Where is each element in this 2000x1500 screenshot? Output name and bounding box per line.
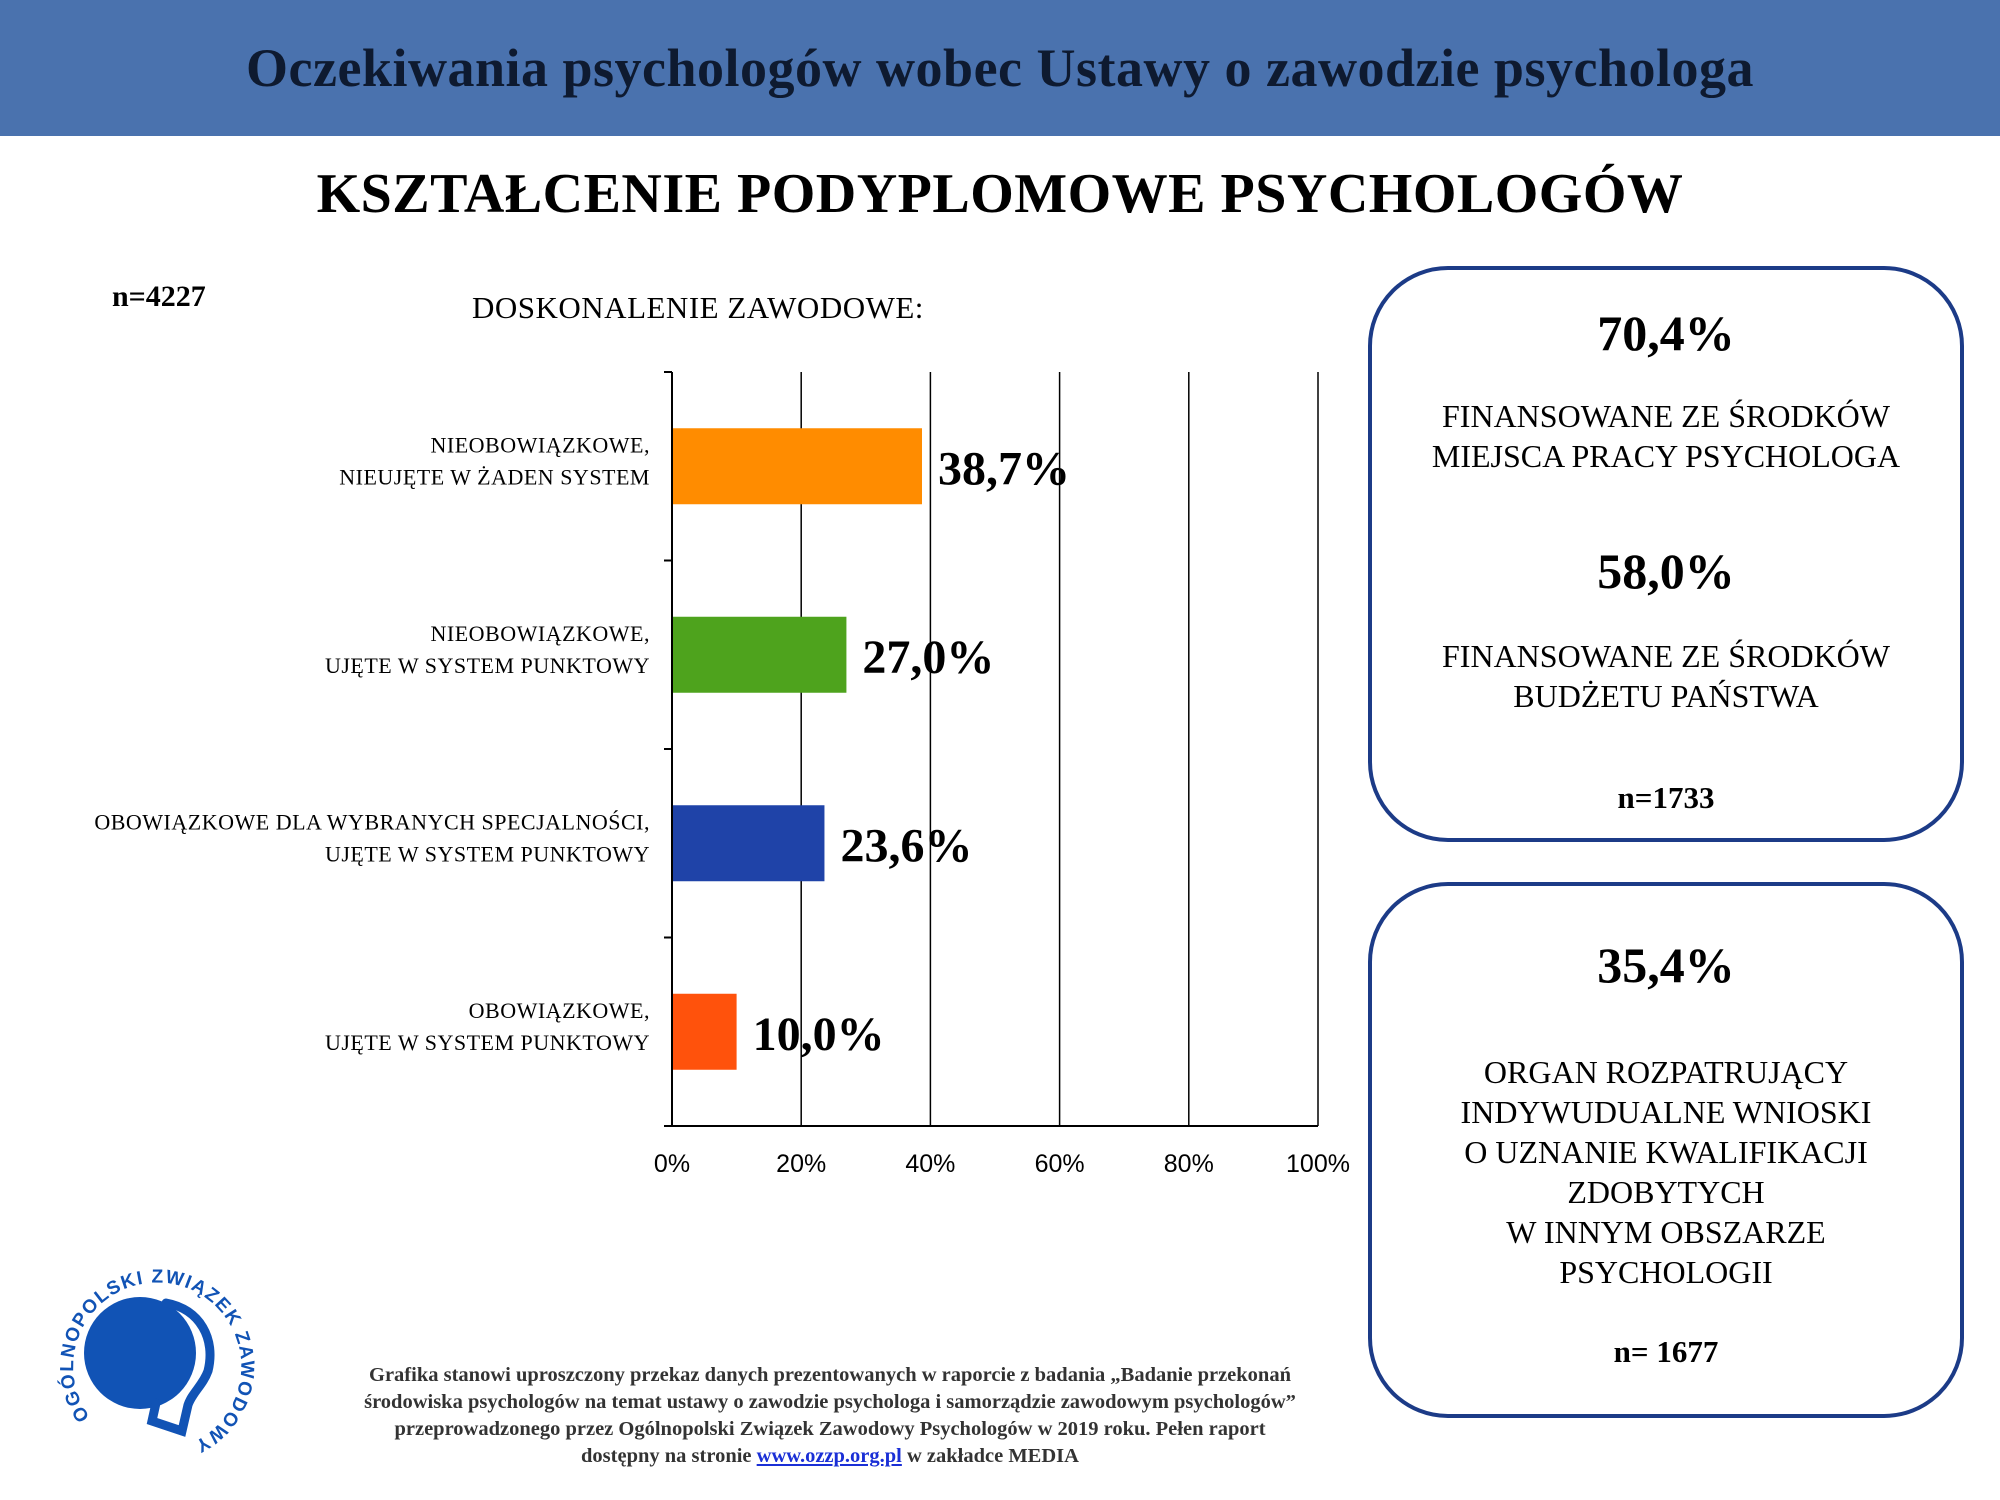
- stat-sample-size: n= 1677: [1613, 1334, 1719, 1369]
- category-label: UJĘTE W SYSTEM PUNKTOWY: [324, 1029, 650, 1055]
- footnote-line: Grafika stanowi uproszczony przekaz danych prezentowanych w raporcie z badania „Badanie przekonań: [369, 1364, 1291, 1386]
- bar: [673, 805, 824, 881]
- stat-description: [1372, 1052, 1960, 1292]
- category-label: UJĘTE W SYSTEM PUNKTOWY: [324, 652, 650, 678]
- stat-box-funding: [1368, 266, 1964, 842]
- logo-text: OGÓLNOPOLSKI ZWIĄZEK ZAWODOWY: [57, 1266, 258, 1457]
- footnote-text: dostępny na stronie: [581, 1445, 752, 1467]
- ozzp-logo: [40, 1243, 272, 1475]
- x-tick-label: 40%: [905, 1150, 956, 1178]
- footnote-line: [300, 1443, 1360, 1470]
- x-tick-label: 100%: [1286, 1150, 1350, 1178]
- stat-description-line: O UZNANIE KWALIFIKACJI: [1464, 1134, 1868, 1170]
- category-label: NIEOBOWIĄZKOWE,: [430, 620, 650, 646]
- bar-value-label: 23,6%: [840, 819, 973, 873]
- category-label: NIEUJĘTE W ŻADEN SYSTEM: [339, 464, 650, 490]
- bar-value-label: 27,0%: [862, 630, 995, 684]
- x-tick-label: 80%: [1163, 1150, 1214, 1178]
- category-label: OBOWIĄZKOWE,: [468, 997, 650, 1023]
- stat-description-line: PSYCHOLOGII: [1559, 1254, 1773, 1290]
- report-link[interactable]: www.ozzp.org.pl: [756, 1445, 902, 1467]
- bar: [673, 617, 846, 693]
- bar-value-label: 10,0%: [752, 1007, 885, 1061]
- stat-description-line: FINANSOWANE ZE ŚRODKÓW: [1442, 398, 1890, 434]
- stat-description-line: BUDŻETU PAŃSTWA: [1513, 678, 1819, 714]
- sample-size: n=4227: [112, 280, 206, 313]
- chart-title: DOSKONALENIE ZAWODOWE:: [472, 290, 924, 325]
- stat-value: 35,4%: [1597, 937, 1735, 993]
- footnote-line: środowiska psychologów na temat ustawy o zawodzie psychologa i samorządzie zawodowym psychologów”: [364, 1391, 1296, 1413]
- stat-description: [1372, 396, 1960, 476]
- stat-description: [1372, 636, 1960, 716]
- x-tick-label: 0%: [653, 1150, 691, 1178]
- footnote-line: przeprowadzonego przez Ogólnopolski Związek Zawodowy Psychologów w 2019 roku. Pełen raport: [394, 1418, 1266, 1440]
- stat-description-line: ZDOBYTYCH: [1567, 1174, 1765, 1210]
- category-label: OBOWIĄZKOWE DLA WYBRANYCH SPECJALNOŚCI,: [94, 809, 650, 835]
- bar: [673, 994, 737, 1070]
- category-label: UJĘTE W SYSTEM PUNKTOWY: [324, 841, 650, 867]
- section-title: KSZTAŁCENIE PODYPLOMOWE PSYCHOLOGÓW: [316, 163, 1684, 225]
- stat-sample-size: n=1733: [1617, 780, 1715, 815]
- footnote-text: w zakładce MEDIA: [906, 1445, 1079, 1467]
- footnote: [300, 1362, 1360, 1470]
- stat-description-line: MIEJSCA PRACY PSYCHOLOGA: [1431, 438, 1901, 474]
- category-label: NIEOBOWIĄZKOWE,: [430, 432, 650, 458]
- bar-value-label: 38,7%: [938, 442, 1071, 496]
- stat-description-line: FINANSOWANE ZE ŚRODKÓW: [1442, 638, 1890, 674]
- stat-value: 70,4%: [1597, 305, 1735, 361]
- page-title: Oczekiwania psychologów wobec Ustawy o zawodzie psychologa: [246, 38, 1754, 98]
- stat-description-line: ORGAN ROZPATRUJĄCY: [1483, 1054, 1849, 1090]
- stat-description-line: W INNYM OBSZARZE: [1506, 1214, 1826, 1250]
- stat-box-recognition: [1368, 882, 1964, 1418]
- x-tick-label: 60%: [1034, 1150, 1085, 1178]
- stat-description-line: INDYWUDUALNE WNIOSKI: [1460, 1094, 1872, 1130]
- stat-value: 58,0%: [1597, 543, 1735, 599]
- x-tick-label: 20%: [776, 1150, 827, 1178]
- bar: [673, 428, 922, 504]
